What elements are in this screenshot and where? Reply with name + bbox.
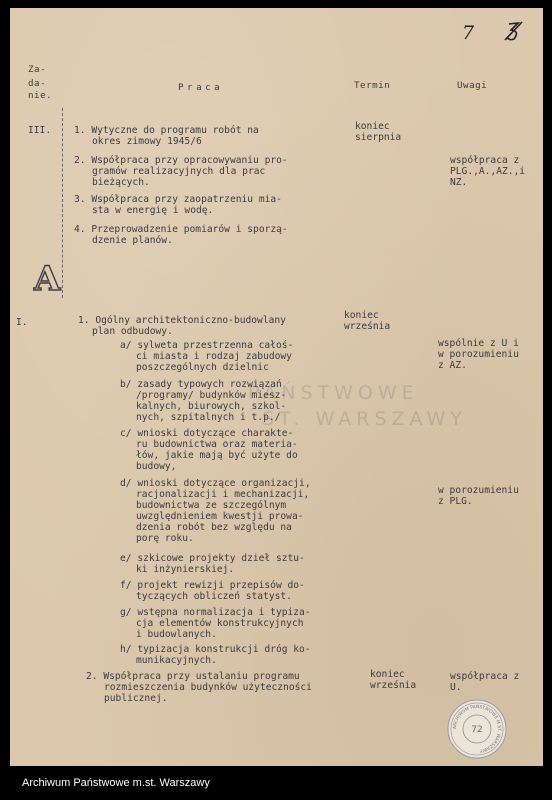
i-c-line1: c/ wnioski dotyczące charakte- <box>120 428 294 439</box>
i-item2-uwagi-2: U. <box>450 682 462 693</box>
iii-item1-line2: okres zimowy 1945/6 <box>92 136 202 147</box>
archive-stamp <box>446 698 508 760</box>
i-a-line1: a/ sylweta przestrzenna całoś- <box>120 340 294 351</box>
watermark-line-1: PAŃSTWOWE <box>248 382 419 404</box>
i-a-line3: poszczególnych dzielnic <box>136 362 269 373</box>
i-a-uwagi-1: wspólnie z U i <box>438 338 519 349</box>
i-e-line1: e/ szkicowe projekty dzieł sztu- <box>120 553 305 564</box>
iii-item2-line1: 2. Współpraca przy opracowywaniu pro- <box>74 155 288 166</box>
i-c-line3: łów, jakie mają być użyte do <box>136 450 298 461</box>
i-item2-line1: 2. Współpraca przy ustalaniu programu <box>86 671 300 682</box>
i-b-line4: nych, szpitalnych i t.p./ <box>136 412 281 423</box>
i-h-line1: h/ typizacja konstrukcji dróg ko- <box>120 644 311 655</box>
i-g-line1: g/ wstępna normalizacja i typiza- <box>120 607 311 618</box>
iii-item3-line2: sta w energię i wodę. <box>92 205 214 216</box>
section-iii-number: III. <box>28 125 52 136</box>
i-d-uwagi-1: w porozumieniu <box>438 485 519 496</box>
stamp-number: 72 <box>471 725 483 735</box>
header-zadanie-1: Za- <box>28 64 47 75</box>
iii-item1-termin-2: sierpnia <box>355 132 402 143</box>
i-d-line1: d/ wnioski dotyczące organizacji, <box>120 478 311 489</box>
i-a-uwagi-3: z AZ. <box>438 360 467 371</box>
i-f-line2: tyczących obliczeń statyst. <box>136 591 292 602</box>
i-g-line3: i budowlanych. <box>136 629 217 640</box>
iii-item2-uwagi-1: współpraca z <box>450 155 520 166</box>
i-item1-line2: plan odbudowy. <box>92 326 173 337</box>
iii-item1-termin-1: koniec <box>355 121 390 132</box>
i-d-line5: dzenia robót bez względu na <box>136 522 292 533</box>
i-d-line4: uwzględnieniem kwestji prowa- <box>136 511 304 522</box>
header-praca: Praca <box>178 82 224 93</box>
header-zadanie-2: da- <box>28 78 47 89</box>
crossed-page-number <box>500 18 526 44</box>
iii-item2-uwagi-3: NZ. <box>450 177 468 188</box>
i-c-line2: ru budownictwa oraz materia- <box>136 439 298 450</box>
i-a-line2: ci miasta i rodzaj zabudowy <box>136 351 292 362</box>
i-b-line1: b/ zasady typowych rozwiązań <box>120 379 282 390</box>
i-g-line2: cja elementów konstrukcyjnych <box>136 618 304 629</box>
iii-item3-line1: 3. Współpraca przy zaopatrzeniu mia- <box>74 194 282 205</box>
i-e-line2: ki inżynierskiej. <box>136 564 235 575</box>
i-d-line3: budownictwa ze szczególnym <box>136 500 287 511</box>
section-a-heading <box>30 258 70 298</box>
i-b-line3: kalnych, biurowych, szkol- <box>136 401 287 412</box>
header-uwagi: Uwagi <box>457 80 488 91</box>
archive-footer-bar <box>0 768 552 800</box>
i-f-line1: f/ projekt rewizji przepisów do- <box>120 580 305 591</box>
iii-item2-line2: gramów realizacyjnych dla prac <box>92 166 266 177</box>
page-number-handwritten: 7 <box>462 22 475 44</box>
iii-item4-line2: dzenie planów. <box>92 235 173 246</box>
i-a-uwagi-2: w porozumieniu <box>438 349 519 360</box>
i-c-line4: budowy, <box>136 461 177 472</box>
i-item2-line2: rozmieszczenia budynków użyteczności <box>104 682 312 693</box>
iii-item2-uwagi-2: PLG.,A.,AZ.,i <box>450 166 526 177</box>
archive-name: Archiwum Państwowe m.st. Warszawy <box>22 777 210 789</box>
i-d-line6: porę roku. <box>136 533 194 544</box>
i-b-line2: /programy/ budynków miesz- <box>136 390 287 401</box>
watermark-line-2: ST. WARSZAWY <box>262 408 467 430</box>
i-item2-termin-2: września <box>370 680 417 691</box>
i-item2-line3: publicznej. <box>104 693 168 704</box>
iii-item4-line1: 4. Przeprowadzenie pomiarów i sporzą- <box>74 224 288 235</box>
i-item2-termin-1: koniec <box>370 669 405 680</box>
i-h-line2: munikacyjnych. <box>136 655 217 666</box>
i-item1-termin-2: września <box>344 321 391 332</box>
header-termin: Termin <box>354 80 391 91</box>
i-item2-uwagi-1: współpraca z <box>450 671 520 682</box>
stamp-ring-text: ARCHIWUM PAŃSTWOWE M.ST. WARSZAWY <box>452 704 502 753</box>
i-d-uwagi-2: z PLG. <box>438 496 473 507</box>
i-item1-termin-1: koniec <box>344 310 379 321</box>
header-zadanie-3: nie. <box>28 90 53 101</box>
i-d-line2: racjonalizacji i mechanizacji, <box>136 489 310 500</box>
i-item1-line1: 1. Ogólny architektoniczno-budowlany <box>78 315 286 326</box>
iii-item2-line3: bieżących. <box>92 177 150 188</box>
section-i-number: I. <box>16 317 28 328</box>
document-sheet <box>10 8 543 766</box>
iii-item1-line1: 1. Wytyczne do programu robót na <box>74 125 259 136</box>
section-a-letter: A <box>34 259 61 298</box>
